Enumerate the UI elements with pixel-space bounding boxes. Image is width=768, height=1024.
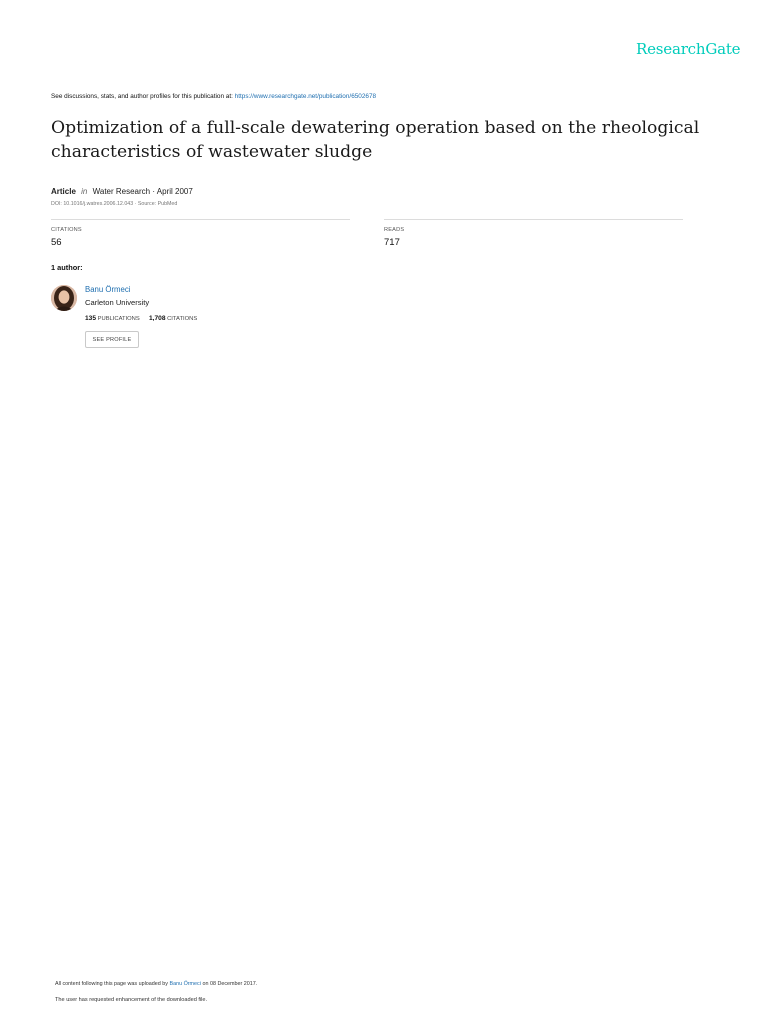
citations-divider <box>51 219 350 220</box>
upload-notice-suffix: on 08 December 2017. <box>202 981 258 987</box>
author-publications-label: PUBLICATIONS <box>97 316 140 322</box>
author-stats <box>85 315 197 322</box>
doi-line: DOI: 10.1016/j.watres.2006.12.043 · Source: PubMed <box>51 201 178 207</box>
author-publications-count: 135 <box>85 315 97 322</box>
citations-value: 56 <box>51 237 62 248</box>
author-photo-icon <box>51 285 77 311</box>
reads-value: 717 <box>384 237 400 248</box>
upload-notice-prefix: All content following this page was uploaded by <box>55 981 168 987</box>
in-label: in <box>81 187 88 196</box>
publication-type: Article <box>51 187 76 196</box>
researchgate-logo[interactable]: ResearchGate <box>636 40 741 58</box>
publication-link[interactable]: https://www.researchgate.net/publication/6502678 <box>234 93 377 100</box>
journal-date: Water Research · April 2007 <box>92 187 193 196</box>
publication-meta <box>51 187 193 196</box>
upload-notice <box>55 981 257 987</box>
author-affiliation: Carleton University <box>85 298 150 307</box>
uploader-link[interactable]: Banu Örmeci <box>169 981 201 987</box>
author-avatar[interactable] <box>51 285 77 311</box>
discussion-notice-text: See discussions, stats, and author profiles for this publication at: <box>51 93 233 100</box>
reads-label: READS <box>384 227 405 233</box>
enhancement-notice: The user has requested enhancement of the downloaded file. <box>55 997 208 1003</box>
author-citations-label: CITATIONS <box>167 316 198 322</box>
authors-heading: 1 author: <box>51 263 83 272</box>
citations-label: CITATIONS <box>51 227 82 233</box>
discussion-notice <box>51 93 376 100</box>
author-citations-count: 1,708 <box>148 315 166 322</box>
publication-title: Optimization of a full-scale dewatering operation based on the rheological characteristics of wastewater sludge <box>51 118 700 162</box>
see-profile-button[interactable]: SEE PROFILE <box>85 331 139 348</box>
reads-divider <box>384 219 683 220</box>
author-name-link[interactable]: Banu Örmeci <box>85 285 131 294</box>
